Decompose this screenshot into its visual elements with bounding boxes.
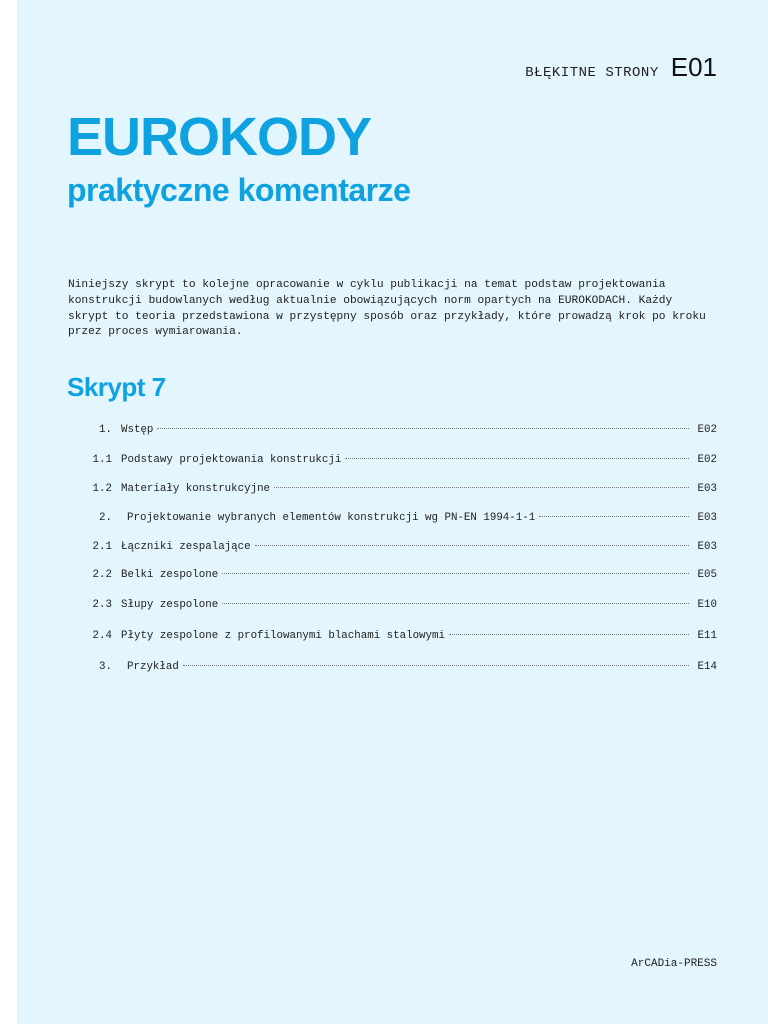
toc-entry[interactable] — [77, 424, 717, 440]
toc-label: Belki zespolone — [121, 569, 219, 581]
toc-leader — [345, 458, 689, 459]
toc-number: 2.3 — [92, 599, 112, 611]
page-code: E01 — [670, 52, 717, 82]
toc-entry[interactable] — [77, 599, 717, 615]
toc-number: 1.2 — [92, 483, 112, 495]
page-subtitle: praktyczne komentarze — [67, 172, 411, 208]
toc-leader — [539, 516, 689, 517]
toc-page: E03 — [697, 541, 717, 553]
toc-leader — [222, 603, 689, 604]
toc-number: 1.1 — [92, 454, 112, 466]
toc-leader — [183, 665, 689, 666]
toc-label: Projektowanie wybranych elementów konstrukcji wg PN-EN 1994-1-1 — [127, 512, 536, 524]
toc-page: E03 — [697, 483, 717, 495]
toc-label: Materiały konstrukcyjne — [121, 483, 271, 495]
script-title: Skrypt 7 — [67, 372, 166, 402]
toc-entry[interactable] — [77, 483, 717, 499]
toc-leader — [449, 634, 689, 635]
publisher-name: ArCADia-PRESS — [631, 958, 717, 970]
toc-entry[interactable] — [77, 630, 717, 646]
toc-label: Płyty zespolone z profilowanymi blachami stalowymi — [121, 630, 445, 642]
toc-label: Przykład — [127, 661, 179, 673]
toc-leader — [157, 428, 689, 429]
page-title: EUROKODY — [67, 107, 372, 167]
toc-page: E14 — [697, 661, 717, 673]
toc-entry[interactable] — [77, 661, 717, 677]
header-tag — [525, 52, 717, 83]
toc-number: 3. — [99, 661, 112, 673]
toc-number: 2.2 — [92, 569, 112, 581]
toc-entry[interactable] — [77, 512, 717, 528]
section-name: BŁĘKITNE STRONY — [525, 65, 659, 81]
toc-number: 2. — [99, 512, 112, 524]
toc-label: Łączniki zespalające — [121, 541, 251, 553]
toc-page: E05 — [697, 569, 717, 581]
toc-label: Podstawy projektowania konstrukcji — [121, 454, 342, 466]
toc-leader — [274, 487, 689, 488]
toc-label: Wstęp — [121, 424, 154, 436]
toc-leader — [255, 545, 689, 546]
toc-page: E10 — [697, 599, 717, 611]
toc-page: E02 — [697, 454, 717, 466]
toc-leader — [222, 573, 689, 574]
toc-label: Słupy zespolone — [121, 599, 219, 611]
toc-page: E03 — [697, 512, 717, 524]
toc-page: E11 — [697, 630, 717, 642]
page — [17, 0, 768, 1024]
intro-paragraph: Niniejszy skrypt to kolejne opracowanie w cyklu publikacji na temat podstaw projektowania konstrukcji budowlanych według aktualnie obowiązujących norm opartych na EUROKODACH. Każdy skrypt to teoria przedstawiona w przystępny sposób oraz przykłady, które prowadzą krok po kroku przez proces wymiarowania. — [68, 279, 706, 339]
toc-entry[interactable] — [77, 541, 717, 557]
toc-number: 2.1 — [92, 541, 112, 553]
toc-number: 2.4 — [92, 630, 112, 642]
toc-page: E02 — [697, 424, 717, 436]
toc-number: 1. — [99, 424, 112, 436]
toc-entry[interactable] — [77, 454, 717, 470]
toc-entry[interactable] — [77, 569, 717, 585]
